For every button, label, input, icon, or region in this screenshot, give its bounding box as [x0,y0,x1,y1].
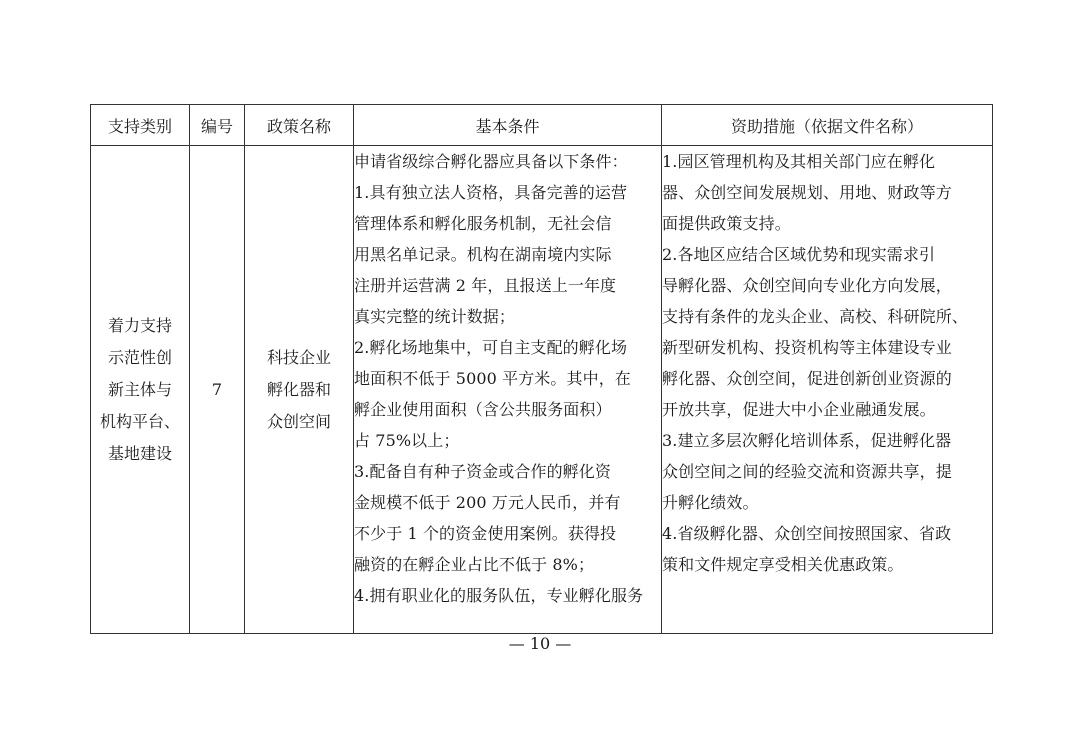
condition-line: 管理体系和孵化服务机制，无社会信 [354,214,612,233]
policy-table [90,104,993,634]
condition-line: 1.具有独立法人资格，具备完善的运营 [354,183,628,202]
measure-line: 开放共享，促进大中小企业融通发展。 [662,400,936,419]
header-support-measures: 资助措施（依据文件名称） [662,105,993,146]
policy-name-line: 科技企业 [266,347,331,367]
condition-line: 用黑名单记录。机构在湖南境内实际 [354,245,612,264]
category-line: 着力支持 [107,315,172,335]
table-row [91,146,993,634]
condition-line: 融资的在孵企业占比不低于 8%； [354,555,595,574]
policy-name-line: 孵化器和 [266,379,331,399]
measure-line: 升孵化绩效。 [662,493,759,512]
table-header-row [91,105,993,146]
measure-line: 新型研发机构、投资机构等主体建设专业 [662,338,952,357]
measure-line: 孵化器、众创空间，促进创新创业资源的 [662,369,952,388]
measure-line: 众创空间之间的经验交流和资源共享，提 [662,462,952,481]
condition-line: 注册并运营满 2 年，且报送上一年度 [354,276,617,295]
condition-line: 申请省级综合孵化器应具备以下条件： [354,152,628,171]
policy-name-line: 众创空间 [266,411,331,431]
measure-line: 导孵化器、众创空间向专业化方向发展， [662,276,952,295]
measure-line: 器、众创空间发展规划、用地、财政等方 [662,183,952,202]
condition-line: 孵企业使用面积（含公共服务面积） [354,400,612,419]
condition-line: 地面积不低于 5000 平方米。其中，在 [354,369,631,388]
page-number: — 10 — [508,634,572,653]
condition-line: 4.拥有职业化的服务队伍，专业孵化服务 [354,586,644,605]
condition-line: 2.孵化场地集中，可自主支配的孵化场 [354,338,628,357]
condition-line: 3.配备自有种子资金或合作的孵化资 [354,462,611,481]
measure-line: 面提供政策支持。 [662,214,791,233]
header-policy-name: 政策名称 [245,105,354,146]
category-line: 示范性创 [107,347,172,367]
condition-line: 不少于 1 个的资金使用案例。获得投 [354,524,617,543]
measure-line: 4.省级孵化器、众创空间按照国家、省政 [662,524,952,543]
measure-line: 支持有条件的龙头企业、高校、科研院所、 [662,307,968,326]
measure-line: 2.各地区应结合区域优势和现实需求引 [662,245,936,264]
condition-line: 占 75%以上； [354,431,460,450]
cell-support-measures [662,146,993,634]
category-line: 新主体与 [107,379,172,399]
cell-basic-conditions [354,146,662,634]
header-category: 支持类别 [91,105,190,146]
measure-line: 1.园区管理机构及其相关部门应在孵化 [662,152,936,171]
cell-policy-name [245,146,354,634]
measure-line: 3.建立多层次孵化培训体系，促进孵化器 [662,431,952,450]
header-number: 编号 [190,105,245,146]
cell-category [91,146,190,634]
measure-line: 策和文件规定享受相关优惠政策。 [662,555,904,574]
header-basic-conditions: 基本条件 [354,105,662,146]
category-line: 基地建设 [107,443,172,463]
category-line: 机构平台、 [99,411,180,431]
condition-line: 金规模不低于 200 万元人民币，并有 [354,493,621,512]
condition-line: 真实完整的统计数据； [354,307,516,326]
cell-number: 7 [190,146,245,634]
